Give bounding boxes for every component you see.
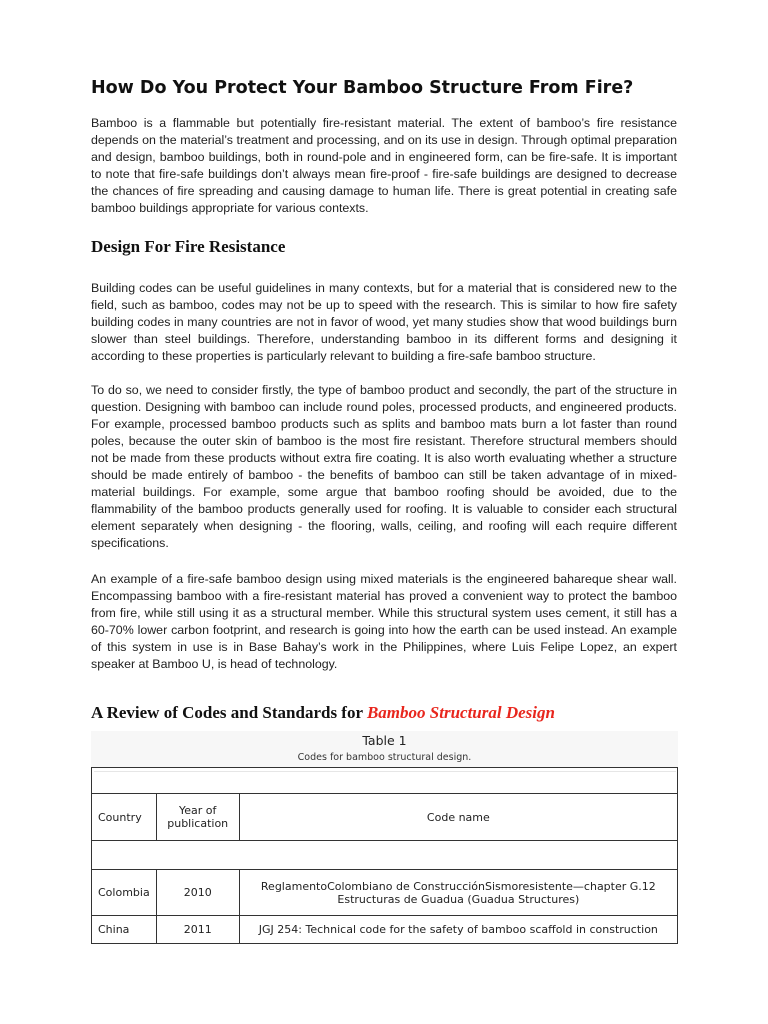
row-country: China — [92, 916, 157, 944]
table-caption: Codes for bamboo structural design. — [297, 752, 472, 763]
table-title: Table 1 — [362, 733, 407, 748]
row-code-name: JGJ 254: Technical code for the safety of bamboo scaffold in construction — [239, 916, 677, 944]
table-spacer-cell — [92, 841, 678, 870]
section-heading-codes-text: A Review of Codes and Standards for — [91, 703, 367, 722]
row-year: 2010 — [156, 870, 239, 916]
paragraph-bahareque-example: An example of a fire-safe bamboo design using mixed materials is the engineered bahareque shear wall. Encompassing bamboo with a fire-resistant material has proved a convenient way to protect the bamboo from fire, while still using it as a structural member. While this structural system uses cement, it still has a 60-70% lower carbon footprint, and research is going into how the earth can be used instead. An example of this system in use is in Base Bahay’s work in the Philippines, where Luis Felipe Lopez, an expert speaker at Bamboo U, is head of technology. — [91, 572, 677, 671]
intro-paragraph: Bamboo is a flammable but potentially fire-resistant material. The extent of bamboo’s fire resistance depends on the material’s treatment and processing, and on its use in design. Through optimal preparation and design, bamboo buildings, both in round-pole and in engineered form, can be fire-safe. It is important to note that fire-safe buildings don’t always mean fire-proof - fire-safe buildings are designed to decrease the chances of fire spreading and causing damage to human life. There is great potential in creating safe bamboo buildings appropriate for various contexts. — [91, 116, 677, 215]
section-heading-design: Design For Fire Resistance — [91, 237, 286, 256]
header-year: Year of publication — [156, 794, 239, 841]
paragraph-product-types: To do so, we need to consider firstly, the type of bamboo product and secondly, the part of the structure in question. Designing with bamboo can include round poles, processed products, and engineered products. For example, processed bamboo products such as splits and bamboo mats burn a lot faster than round poles, because the outer skin of bamboo is the most fire resistant. Therefore structural members should not be made from these products without extra fire coating. It is also worth evaluating whether a structure should be made entirely of bamboo - the benefits of bamboo can still be taken advantage of in mixed-material buildings. For example, some argue that bamboo roofing should be avoided, due to the flammability of the bamboo products generally used for roofing. It is valuable to consider each structural element separately when designing - the flooring, walls, ceiling, and roofing will each require different specifications. — [91, 383, 677, 550]
table-header-row — [92, 794, 678, 841]
codes-table-figure — [91, 731, 678, 946]
paragraph-building-codes: Building codes can be useful guidelines in many contexts, but for a material that is considered new to the field, such as bamboo, codes may not be up to speed with the research. This is similar to how fire safety building codes in many countries are not in favor of wood, yet many studies show that wood buildings burn slower than steel buildings. Therefore, understanding bamboo in its different forms and designing it according to these properties is particularly relevant to building a fire-safe bamboo structure. — [91, 281, 677, 363]
article-title: How Do You Protect Your Bamboo Structure From Fire? — [91, 78, 634, 98]
bamboo-structural-design-link[interactable]: Bamboo Structural Design — [366, 703, 555, 722]
table-caption-block — [91, 731, 678, 767]
row-year: 2011 — [156, 916, 239, 944]
section-heading-codes — [91, 703, 555, 723]
header-code-name: Code name — [239, 794, 677, 841]
table-spacer-row — [92, 841, 678, 870]
codes-table — [91, 767, 678, 944]
row-country: Colombia — [92, 870, 157, 916]
table-inner-rule — [94, 771, 676, 772]
row-code-name: ReglamentoColombiano de ConstrucciónSismoresistente—chapter G.12 Estructuras de Guadua (Guadua Structures) — [239, 870, 677, 916]
table-row — [92, 870, 678, 916]
header-country: Country — [92, 794, 157, 841]
table-row — [92, 916, 678, 944]
